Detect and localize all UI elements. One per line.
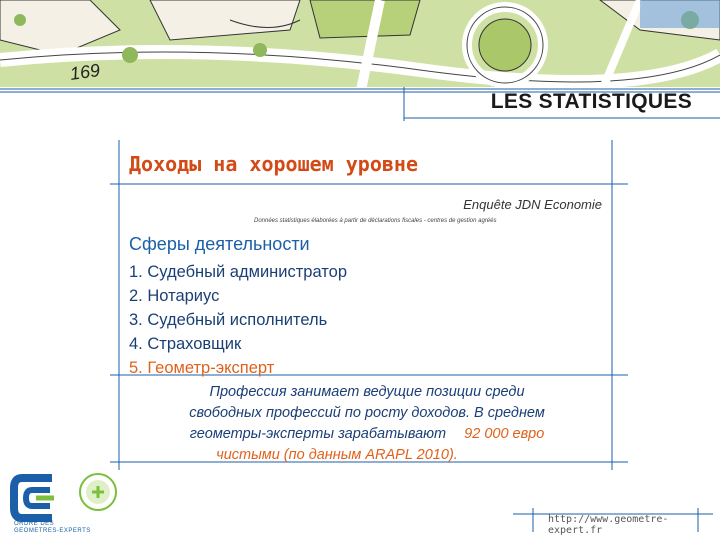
data-source-note: Données statistiques élaborées à partir de déclarations fiscales - centres de gestion agréés (254, 218, 497, 224)
salary-value: 92 000 евро (464, 426, 545, 442)
survey-source: Enquête JDN Economie (463, 197, 602, 212)
description-line (126, 424, 608, 445)
section-title: Сферы деятельности (129, 234, 310, 254)
map-number-label: 169 (68, 60, 102, 84)
description-line: чистыми (по данным ARAPL 2010). (216, 447, 458, 463)
logo-caption-line: GEOMETRES-EXPERTS (14, 528, 91, 534)
list-item: 3. Судебный исполнитель (129, 311, 328, 329)
section-header-title: LES STATISTIQUES (490, 90, 692, 113)
description-line: Профессия занимает ведущие позиции среди (209, 384, 525, 400)
description-paragraph (126, 382, 608, 466)
description-line: свободных профессий по росту доходов. В среднем (189, 405, 545, 421)
list-item: 2. Нотариус (129, 287, 220, 305)
map-illustration (0, 0, 720, 95)
list-item: 4. Страховщик (129, 335, 242, 353)
list-item-highlighted: 5. Геометр-эксперт (129, 359, 275, 377)
website-link[interactable]: http://www.geometre-expert.fr (548, 514, 669, 536)
slide-title: Доходы на хорошем уровне (129, 152, 418, 176)
logo-caption (14, 521, 91, 535)
logo-caption-line: ORDRE DES (14, 521, 55, 527)
description-text: геометры-эксперты зарабатывают (189, 426, 447, 442)
profession-list (129, 260, 347, 380)
list-item: 1. Судебный администратор (129, 263, 348, 281)
